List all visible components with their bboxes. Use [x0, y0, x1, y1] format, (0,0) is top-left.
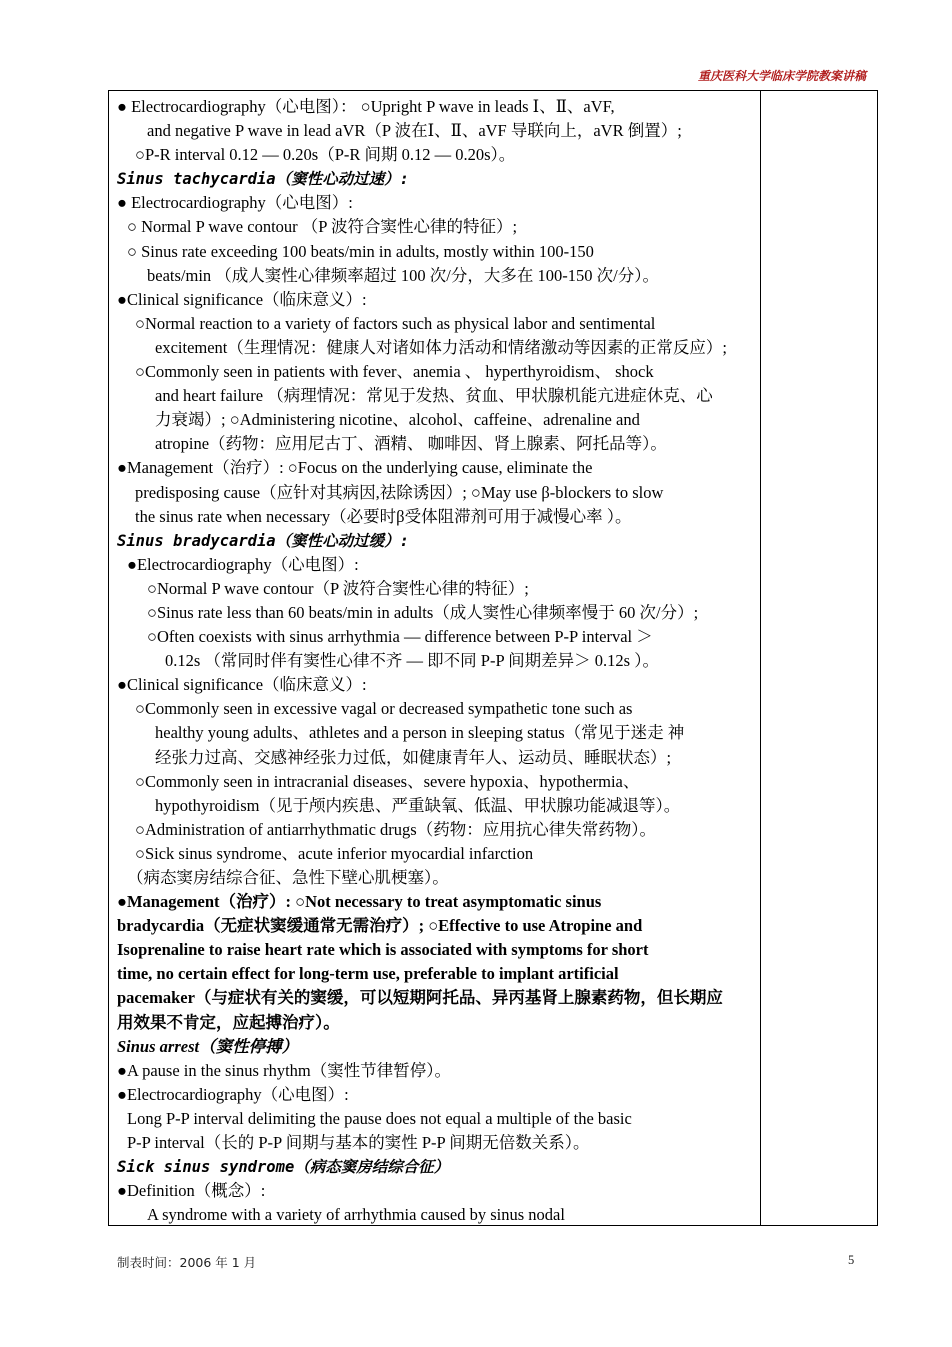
paragraph-line: ●Management（治疗）: ○Not necessary to treat asymptomatic sinus — [117, 892, 602, 912]
paragraph-line: ○Often coexists with sinus arrhythmia — difference between P-P interval ＞ — [147, 627, 653, 647]
paragraph-line: bradycardia（无症状窦缓通常无需治疗）; ○Effective to use Atropine and — [117, 916, 643, 936]
paragraph-line: ●Electrocardiography（心电图）: — [117, 1084, 349, 1104]
section-heading: Sinus arrest（窦性停搏） — [117, 1036, 299, 1056]
footer-date: 制表时间：2006 年 1 月 — [117, 1255, 257, 1270]
table-column-divider — [760, 90, 761, 1226]
paragraph-line: A syndrome with a variety of arrhythmia caused by sinus nodal — [147, 1205, 565, 1225]
paragraph-line: healthy young adults、athletes and a person in sleeping status（常见于迷走 神 — [155, 723, 685, 743]
paragraph-line: hypothyroidism（见于颅内疾患、严重缺氧、低温、甲状腺功能减退等）。 — [155, 795, 681, 815]
paragraph-line: pacemaker（与症状有关的窦缓，可以短期阿托品、异丙基肾上腺素药物，但长期应 — [117, 988, 723, 1008]
paragraph-line: 力衰竭）; ○Administering nicotine、alcohol、caffeine、adrenaline and — [155, 410, 640, 430]
lecture-content — [117, 95, 755, 1227]
paragraph-line: ● Electrocardiography（心电图）: — [117, 193, 353, 213]
section-heading: Sinus bradycardia（窦性心动过缓）: — [117, 531, 409, 550]
paragraph-line: ●A pause in the sinus rhythm（窦性节律暂停）。 — [117, 1060, 451, 1080]
document-header: 重庆医科大学临床学院教案讲稿 — [697, 69, 866, 83]
paragraph-line: time, no certain effect for long-term use, preferable to implant artificial — [117, 964, 619, 984]
paragraph-line: ●Management（治疗）: ○Focus on the underlying cause, eliminate the — [117, 458, 593, 478]
paragraph-line: 经张力过高、交感神经张力过低，如健康青年人、运动员、睡眠状态）; — [155, 747, 672, 767]
paragraph-line: ○Normal reaction to a variety of factors such as physical labor and sentimental — [135, 313, 656, 333]
paragraph-line: 用效果不肯定，应起搏治疗）。 — [117, 1012, 340, 1032]
paragraph-line: and negative P wave in lead aVR（P 波在Ⅰ、Ⅱ、aVF 导联向上，aVR 倒置）; — [147, 121, 682, 141]
paragraph-line: ●Clinical significance（临床意义）: — [117, 289, 367, 309]
paragraph-line: Long P-P interval delimiting the pause does not equal a multiple of the basic — [127, 1108, 632, 1128]
paragraph-line: ○ Sinus rate exceeding 100 beats/min in adults, mostly within 100-150 — [127, 241, 594, 261]
paragraph-line: beats/min （成人窦性心律频率超过 100 次/分，大多在 100-150 次/分）。 — [147, 265, 659, 285]
paragraph-line: and heart failure （病理情况：常见于发热、贫血、甲状腺机能亢进症休克、心 — [155, 386, 713, 406]
paragraph-line: （病态窦房结综合征、急性下壁心肌梗塞）。 — [127, 868, 449, 887]
paragraph-line: ○P-R interval 0.12 — 0.20s（P-R 间期 0.12 — 0.20s）。 — [135, 145, 516, 165]
paragraph-line: ○Commonly seen in patients with fever、anemia 、 hyperthyroidism、 shock — [135, 362, 654, 382]
paragraph-line: predisposing cause（应针对其病因,祛除诱因）; ○May use β-blockers to slow — [135, 482, 664, 502]
paragraph-line: ● Electrocardiography（心电图）： ○Upright P wave in leads Ⅰ、Ⅱ、aVF, — [117, 97, 615, 116]
paragraph-line: ○Administration of antiarrhythmatic drugs（药物：应用抗心律失常药物）。 — [135, 819, 656, 839]
paragraph-line: 0.12s （常同时伴有窦性心律不齐 — 即不同 P-P 间期差异＞ 0.12s ）。 — [165, 651, 659, 671]
paragraph-line: ○Commonly seen in intracranial diseases、severe hypoxia、hypothermia、 — [135, 771, 640, 791]
paragraph-line: ●Electrocardiography（心电图）: — [127, 554, 359, 574]
paragraph-line: ○Normal P wave contour（P 波符合窦性心律的特征）; — [147, 578, 529, 598]
paragraph-line: excitement（生理情况：健康人对诸如体力活动和情绪激动等因素的正常反应）; — [155, 337, 727, 357]
paragraph-line: atropine（药物：应用尼古丁、酒精、 咖啡因、肾上腺素、阿托品等）。 — [155, 434, 667, 454]
paragraph-line: the sinus rate when necessary（必要时β受体阻滞剂可用于减慢心率 ）。 — [135, 506, 632, 526]
paragraph-line: ●Clinical significance（临床意义）: — [117, 675, 367, 695]
paragraph-line: P-P interval（长的 P-P 间期与基本的窦性 P-P 间期无倍数关系）。 — [127, 1133, 590, 1153]
paragraph-line: Isoprenaline to raise heart rate which is associated with symptoms for short — [117, 940, 649, 960]
paragraph-line: ○Commonly seen in excessive vagal or decreased sympathetic tone such as — [135, 699, 633, 719]
paragraph-line: ○ Normal P wave contour （P 波符合窦性心律的特征）; — [127, 217, 518, 237]
page-number: 5 — [848, 1253, 855, 1267]
paragraph-line: ○Sick sinus syndrome、acute inferior myocardial infarction — [135, 843, 534, 863]
section-heading: Sinus tachycardia（窦性心动过速）: — [117, 170, 409, 189]
paragraph-line: ●Definition（概念）: — [117, 1181, 266, 1201]
section-heading: Sick sinus syndrome（病态窦房结综合征） — [117, 1158, 450, 1177]
paragraph-line: ○Sinus rate less than 60 beats/min in adults（成人窦性心律频率慢于 60 次/分）; — [147, 602, 699, 622]
